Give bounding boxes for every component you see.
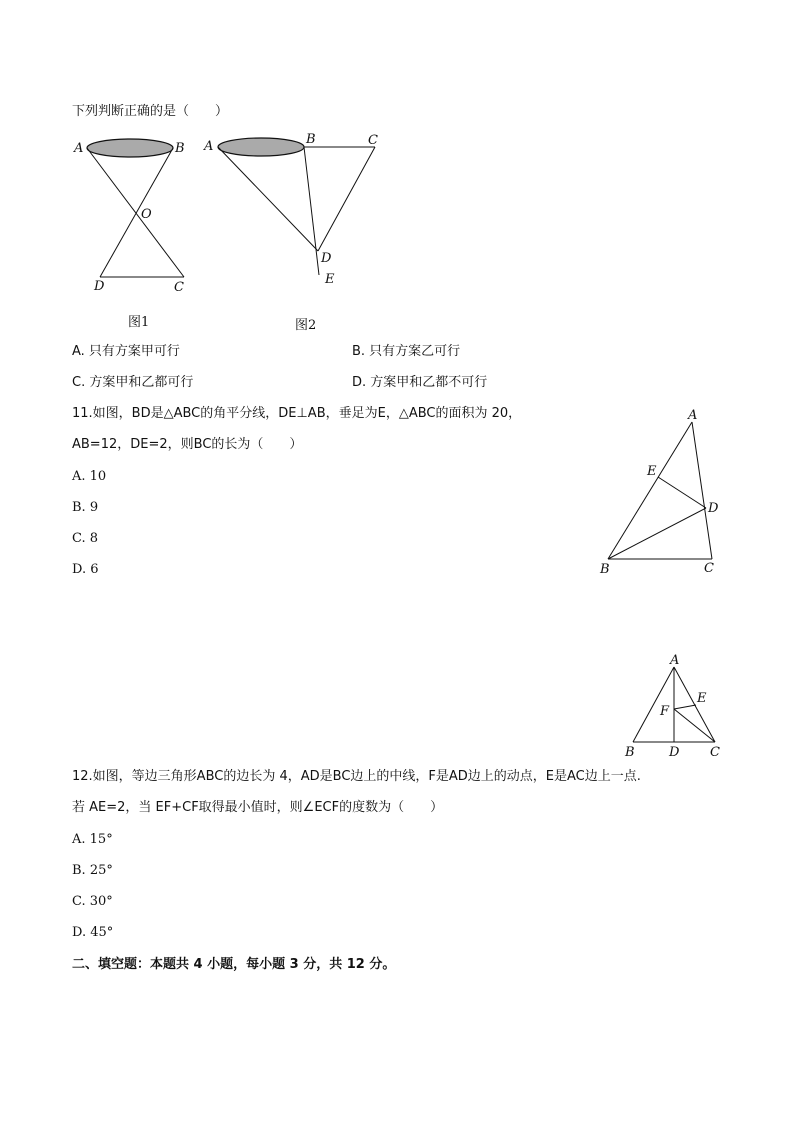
q12-option-c: C. 30°: [72, 894, 113, 909]
fig1-caption: 图1: [128, 315, 150, 330]
q12-label-b: B: [625, 745, 635, 760]
q11-stem-line-2: AB=12，DE=2，则BC的长为（ ）: [72, 437, 303, 452]
q10-figure-1: [72, 132, 202, 332]
q12-label-f: F: [660, 704, 670, 719]
q12-label-e: E: [697, 691, 707, 706]
q10-stem: 下列判断正确的是（ ）: [72, 104, 229, 119]
fig2-label-b: B: [306, 132, 316, 147]
q11-stem-line-1: 11.如图，BD是△ABC的角平分线，DE⊥AB，垂足为E，△ABC的面积为 20，: [72, 406, 522, 421]
q11-label-c: C: [704, 561, 714, 576]
fig1-label-c: C: [174, 280, 184, 295]
fig2-line-ad: [218, 147, 318, 251]
q12-line-fe: [674, 705, 696, 709]
q11-option-c: C. 8: [72, 531, 99, 546]
fig1-ellipse: [87, 139, 173, 157]
q12-option-d: D. 45°: [72, 925, 114, 940]
q12-stem-line-2: 若 AE=2，当 EF+CF取得最小值时，则∠ECF的度数为（ ）: [72, 800, 444, 815]
q12-figure: [620, 650, 730, 765]
fig1-line-bd: [100, 148, 173, 277]
q12-option-a: A. 15°: [72, 832, 113, 847]
q12-line-fc: [674, 709, 715, 742]
q12-line-ac: [674, 667, 715, 742]
q11-label-e: E: [647, 464, 657, 479]
q11-label-d: D: [708, 501, 719, 516]
q12-label-a: A: [670, 653, 680, 668]
fig2-label-c: C: [368, 133, 378, 148]
q11-label-a: A: [688, 408, 698, 423]
q11-option-d: D. 6: [72, 562, 99, 577]
section-2-heading: 二、填空题：本题共 4 小题，每小题 3 分，共 12 分。: [72, 957, 396, 972]
fig2-label-d: D: [321, 251, 332, 266]
fig1-label-d: D: [94, 279, 105, 294]
q10-option-d: D. 方案甲和乙都不可行: [352, 375, 488, 390]
fig2-ellipse: [218, 138, 304, 156]
q11-figure: [596, 405, 731, 580]
q12-option-b: B. 25°: [72, 863, 113, 878]
q10-option-c: C. 方案甲和乙都可行: [72, 375, 194, 390]
fig1-label-b: B: [175, 141, 185, 156]
q11-line-ac: [692, 422, 712, 559]
q11-line-bd: [608, 508, 706, 559]
fig2-line-be: [304, 147, 319, 275]
q12-label-c: C: [710, 745, 720, 760]
q12-stem-line-1: 12.如图，等边三角形ABC的边长为 4，AD是BC边上的中线，F是AD边上的动点，E是AC边上一点.: [72, 769, 641, 784]
q11-option-b: B. 9: [72, 500, 99, 515]
fig2-caption: 图2: [295, 318, 317, 333]
q11-label-b: B: [600, 562, 610, 577]
q11-option-a: A. 10: [72, 469, 107, 484]
fig2-label-e: E: [325, 272, 335, 287]
fig1-line-ac: [87, 148, 184, 277]
fig1-label-a: A: [74, 141, 84, 156]
fig2-label-a: A: [204, 139, 214, 154]
fig2-line-cd: [318, 147, 375, 251]
q10-option-b: B. 只有方案乙可行: [352, 344, 461, 359]
fig1-label-o: O: [141, 207, 152, 222]
q11-line-de: [658, 477, 706, 508]
q12-label-d: D: [669, 745, 680, 760]
q10-figure-2: [203, 130, 388, 335]
q10-option-a: A. 只有方案甲可行: [72, 344, 180, 359]
